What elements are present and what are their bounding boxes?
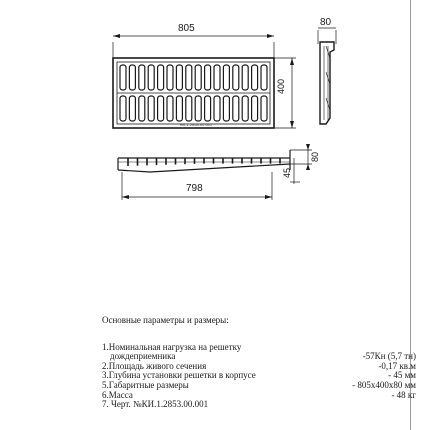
dim-plan-height: 400 <box>276 78 286 94</box>
grate-slot <box>195 65 201 90</box>
spec-item-label: 2.Площадь живого сечения <box>102 360 207 371</box>
grate-slot <box>252 96 258 121</box>
spec-item <box>102 400 422 410</box>
spec-item-value: -0,17 кв.м <box>378 360 416 371</box>
spec-item-value <box>416 400 422 410</box>
grate-slot <box>214 65 220 90</box>
grate-slot <box>139 96 145 121</box>
grate-slot <box>167 65 173 90</box>
grate-slot <box>167 96 173 121</box>
spec-block <box>102 316 422 410</box>
grate-slot <box>129 96 135 121</box>
grate-slot <box>233 96 239 121</box>
grate-slot <box>242 65 248 90</box>
grate-slot <box>176 65 182 90</box>
plan-view <box>113 34 296 128</box>
spec-item-label: 7. Черт. №КИ.1.2853.00.001 <box>102 399 209 410</box>
spec-item-label: дождеприемника <box>110 351 176 362</box>
grate-slot <box>195 96 201 121</box>
spec-item-label: 1.Номинальная нагрузка на решетку <box>102 341 242 352</box>
spec-item-label: 5.Габаритные размеры <box>102 379 189 390</box>
spec-item-value <box>416 343 422 353</box>
dim-section-depth: 45 <box>282 167 292 178</box>
spec-item-value: - 45 мм <box>388 370 416 381</box>
grate-slot <box>158 96 164 121</box>
grate-slot <box>148 96 154 121</box>
part-caption: КИ-1.2853.00.001 <box>180 122 213 127</box>
dim-top-width: 805 <box>178 23 195 34</box>
grate-slot <box>252 65 258 90</box>
spec-item <box>102 381 422 391</box>
dim-section-height: 80 <box>310 151 320 162</box>
grate-slot <box>139 65 145 90</box>
grate-slot <box>233 65 239 90</box>
spec-item-label: 3.Глубина установки решетки в корпусе <box>102 370 256 381</box>
grate-slot <box>148 65 154 90</box>
grate-slot <box>186 96 192 121</box>
grate-slot <box>214 96 220 121</box>
spec-item-value: - 805х400х80 мм <box>352 379 416 390</box>
grate-slot <box>176 96 182 121</box>
spec-list <box>102 343 422 410</box>
grate-slot <box>261 65 267 90</box>
spec-title: Основные параметры и размеры: <box>102 315 229 325</box>
grate-slot <box>223 65 229 90</box>
grate-slot <box>242 96 248 121</box>
grate-slot <box>120 65 126 90</box>
grate-slot <box>129 65 135 90</box>
dim-section-length: 798 <box>186 183 203 194</box>
grate-slot <box>120 96 126 121</box>
grate-slot <box>158 65 164 90</box>
dim-side-width: 80 <box>320 17 332 28</box>
grate-slot <box>205 65 211 90</box>
grate-slot <box>223 96 229 121</box>
grate-slot <box>261 96 267 121</box>
spec-item-value: -57Кн (5,7 тн) <box>362 351 416 362</box>
grate-slot <box>205 96 211 121</box>
side-view <box>318 28 336 124</box>
spec-item-value: - 48 кг <box>391 389 416 400</box>
grate-slot <box>186 65 192 90</box>
spec-item-label: 6.Масса <box>102 389 133 400</box>
